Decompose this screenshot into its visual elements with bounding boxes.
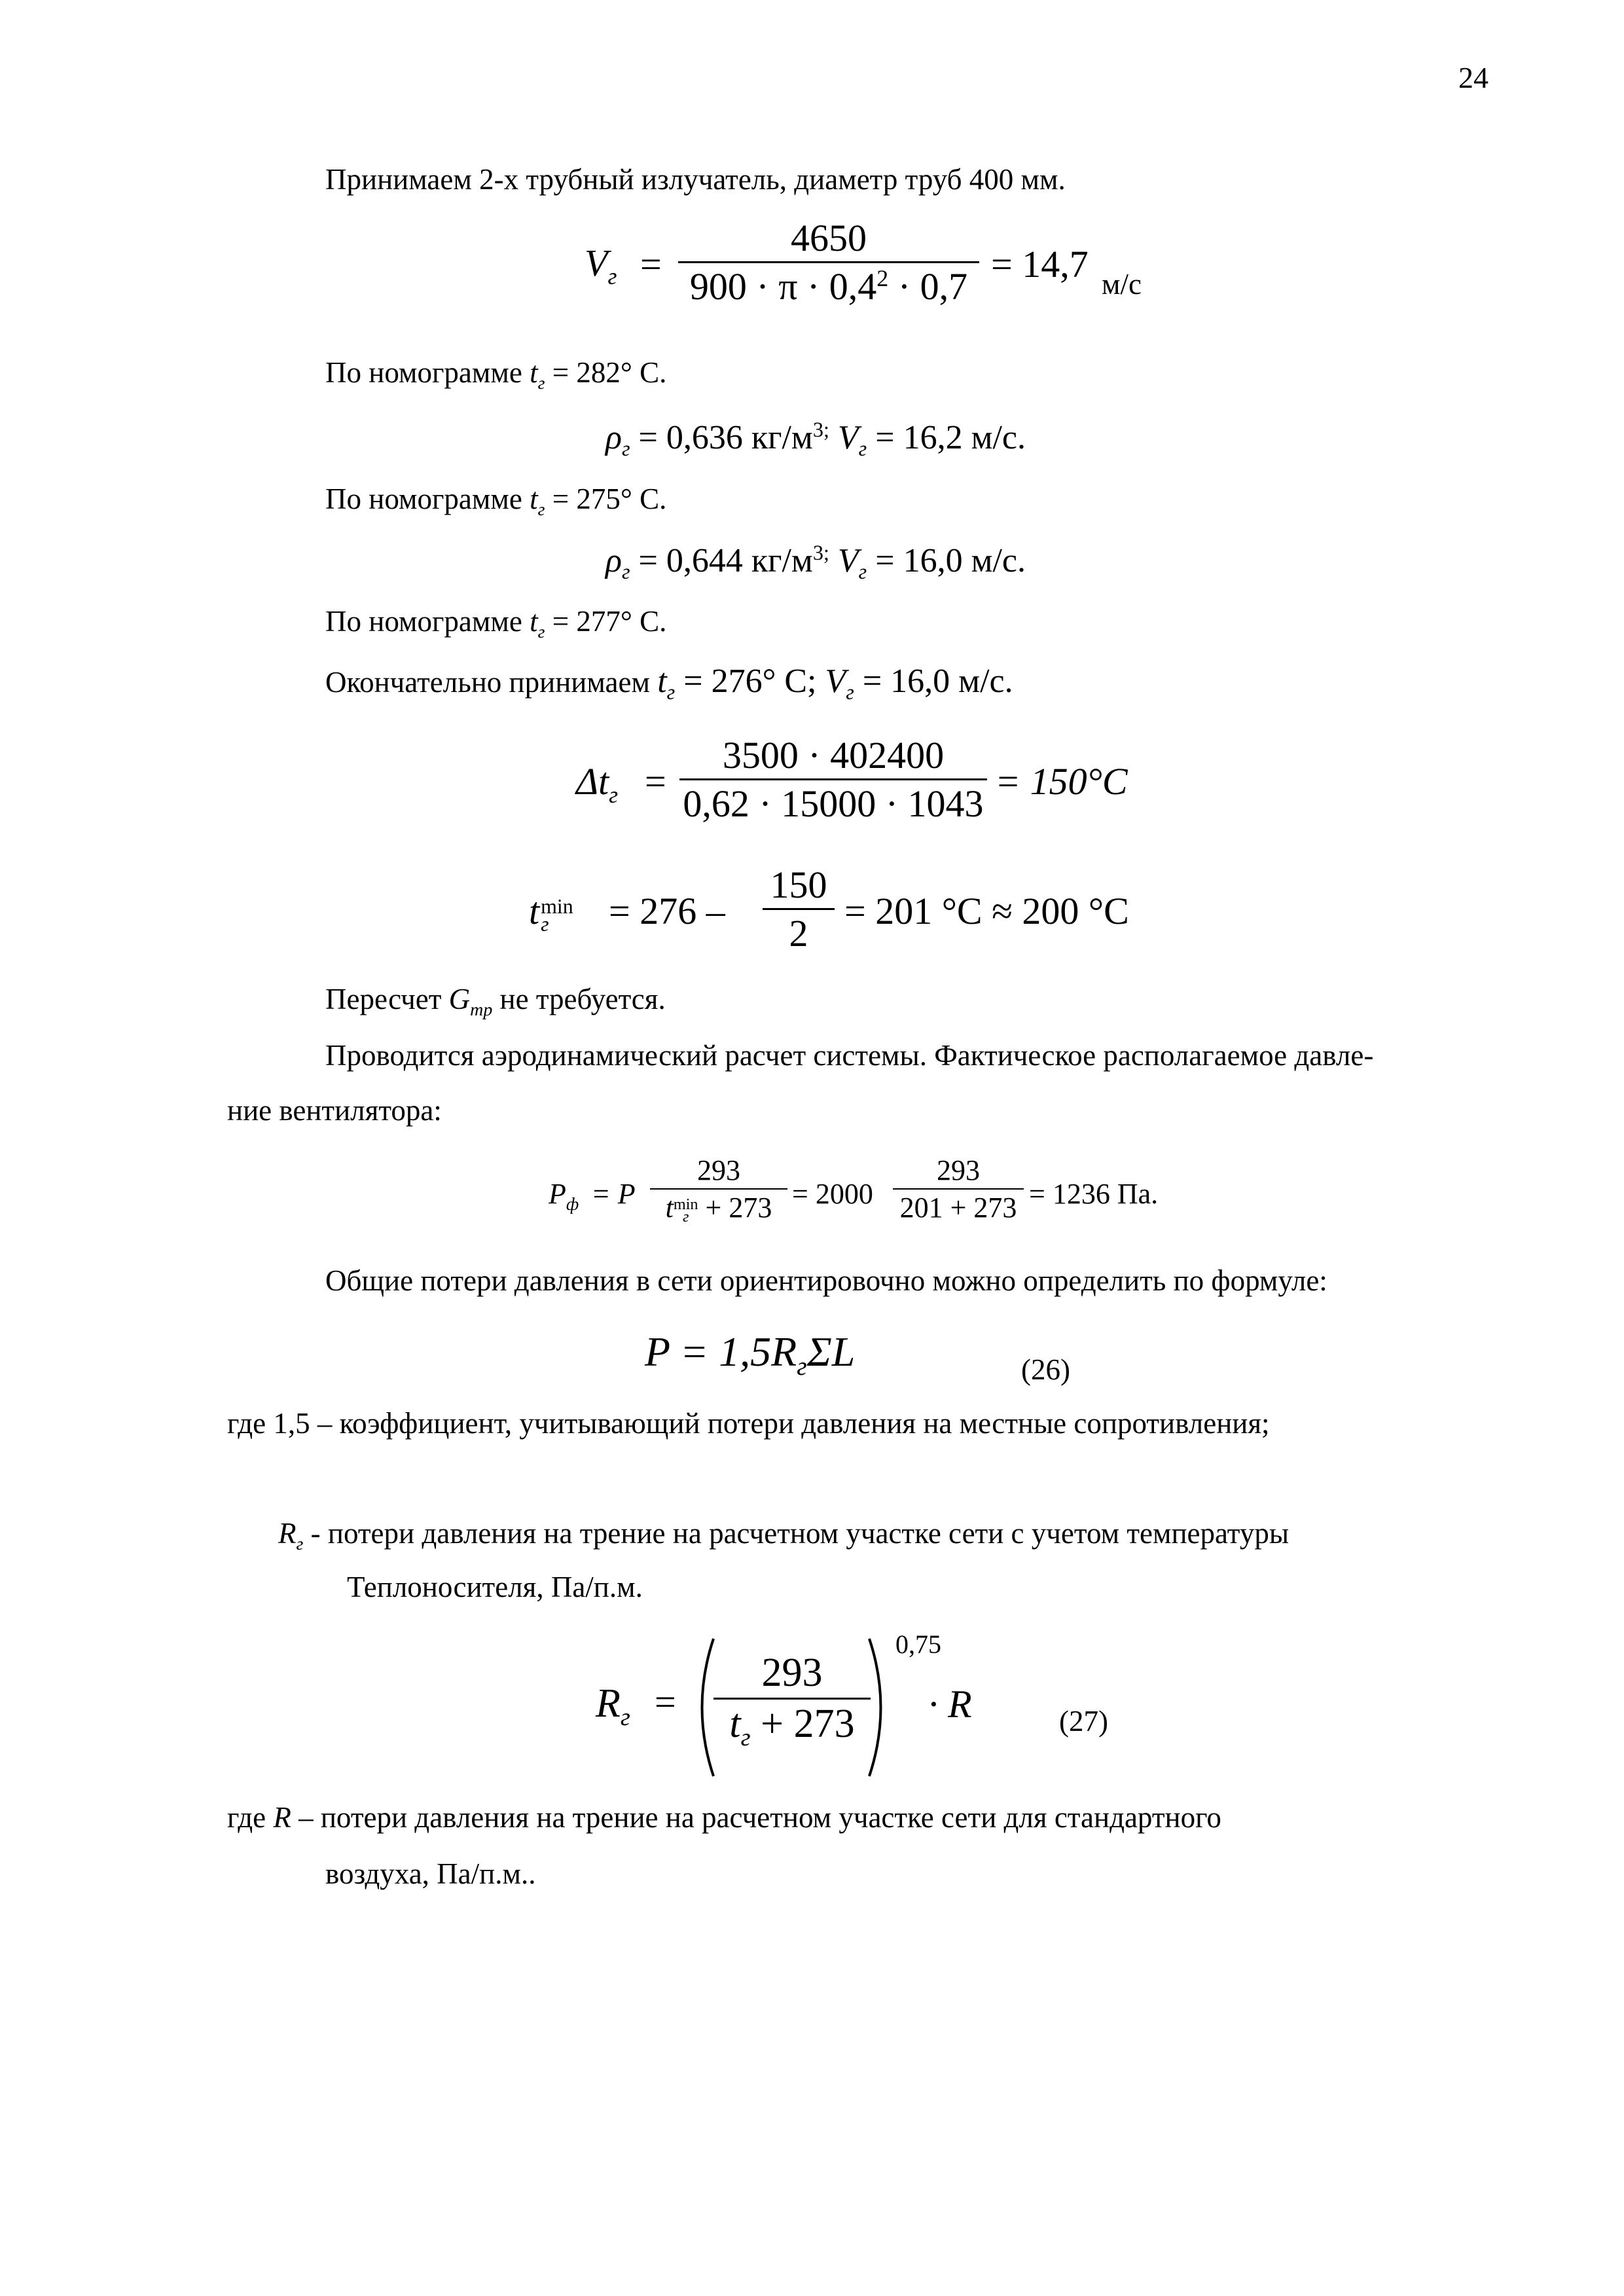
- f6-rhs: · R: [928, 1683, 972, 1726]
- nomo2-sub: г: [537, 499, 545, 520]
- f2-numerator: 3500 · 402400: [679, 733, 987, 780]
- f4-den2: 201 + 273: [899, 1192, 1017, 1224]
- p7-prefix: где: [227, 1801, 274, 1834]
- p2-sub: тр: [470, 999, 493, 1020]
- f4-den1-sup: min: [673, 1195, 698, 1213]
- nomo2-rest: = 275° С.: [545, 483, 667, 515]
- rho1-var: ρ: [605, 419, 622, 456]
- f4-rhs: = 1236 Па.: [1029, 1178, 1159, 1210]
- f2-lhs: Δt: [576, 760, 609, 803]
- f4-mid: = 2000: [792, 1178, 873, 1210]
- nomo3-sub: г: [537, 621, 545, 642]
- f4-eq: = P: [591, 1178, 636, 1210]
- f1-numerator: 4650: [678, 216, 979, 263]
- equation-number-27: (27): [1059, 1705, 1108, 1738]
- f4-fraction-2: [893, 1154, 1024, 1224]
- f1-fraction: [678, 216, 979, 308]
- paragraph-coefficient: где 1,5 – коэффициент, учитывающий потери давления на местные сопротивления;: [227, 1407, 1270, 1440]
- nomo2-var: t: [530, 483, 538, 515]
- f1-den-sup: 2: [876, 265, 889, 292]
- final-vval: = 16,0 м/с.: [854, 663, 1013, 700]
- rho2-sup: 3;: [812, 541, 829, 565]
- nomo1-sub: г: [537, 373, 545, 393]
- paragraph-r-2: воздуха, Па/п.м..: [325, 1857, 536, 1890]
- rho2-vsub: г: [858, 560, 867, 584]
- p7-rest: – потери давления на трение на расчетном участке сети для стандартного: [291, 1801, 1221, 1834]
- f3-lhs: t: [529, 890, 540, 932]
- f6-den-sub: г: [740, 1724, 751, 1752]
- f5-sub: г: [797, 1351, 807, 1381]
- f6-den-rest: + 273: [750, 1702, 855, 1746]
- rho2-val: = 0,644 кг/м: [630, 542, 813, 579]
- p2-var: G: [448, 983, 471, 1015]
- nomo1-rest: = 282° С.: [545, 356, 667, 389]
- density-line-2: [605, 541, 1026, 584]
- rho2-vval: = 16,0 м/с.: [867, 542, 1026, 579]
- f1-den-a: 900 · π · 0,4: [689, 265, 877, 308]
- nomo3-var: t: [530, 605, 538, 638]
- f3-a: = 276 –: [609, 890, 725, 932]
- equation-number-26: (26): [1021, 1353, 1070, 1386]
- rho2-var: ρ: [605, 542, 622, 579]
- p6-rest: - потери давления на трение на расчетном участке сети с учетом температуры: [303, 1517, 1290, 1550]
- nomo3-rest: = 277° С.: [545, 605, 667, 638]
- paragraph-intro: Принимаем 2-х трубный излучатель, диаметр труб 400 мм.: [325, 163, 1066, 196]
- page-number: 24: [1458, 61, 1489, 94]
- f1-rhs: = 14,7: [991, 243, 1089, 285]
- f3-numerator: 150: [763, 863, 835, 910]
- f6-lhs: R: [596, 1681, 621, 1726]
- rho2-sub: г: [621, 560, 630, 584]
- recalc-line: [325, 983, 666, 1020]
- nomogram-line-3: [325, 605, 667, 642]
- f4-num1: 293: [650, 1154, 787, 1190]
- f4-lhs: P: [549, 1178, 566, 1210]
- f4-den1-rest: + 273: [698, 1192, 772, 1224]
- f6-eq: =: [655, 1681, 676, 1723]
- final-choice-line: [325, 663, 1013, 704]
- f6-fraction: [713, 1650, 871, 1752]
- nomogram-line-1: [325, 356, 667, 393]
- nomo1-prefix: По номограмме: [325, 356, 530, 389]
- f2-denominator: 0,62 · 15000 · 1043: [683, 782, 984, 825]
- f2-rhs: = 150°C: [995, 760, 1128, 803]
- final-vsub: г: [846, 680, 854, 704]
- f1-eq: =: [640, 243, 662, 285]
- p6-var: R: [278, 1517, 297, 1550]
- paragraph-r: [227, 1802, 1221, 1834]
- f1-lhs: V: [585, 242, 608, 284]
- f5-a: P = 1,5R: [645, 1328, 797, 1375]
- f6-exponent: 0,75: [895, 1630, 941, 1659]
- rho1-sub: г: [621, 437, 630, 461]
- paragraph-aero-1: Проводится аэродинамический расчет системы. Фактическое располагаемое давле-: [325, 1039, 1374, 1072]
- nomo1-var: t: [530, 356, 538, 389]
- rho1-v: V: [837, 419, 859, 456]
- f3-fraction: [763, 863, 835, 955]
- f5-b: ΣL: [806, 1328, 856, 1375]
- f6-numerator: 293: [713, 1650, 871, 1700]
- f3-lhs-sub: г: [541, 912, 549, 936]
- density-line-1: [605, 418, 1026, 461]
- f3-b: = 201 °C ≈ 200 °C: [844, 890, 1129, 932]
- final-tval: = 276° С;: [675, 663, 817, 700]
- f3-denominator: 2: [789, 912, 808, 955]
- f6-den-var: t: [729, 1702, 741, 1746]
- nomo3-prefix: По номограмме: [325, 605, 530, 638]
- f1-lhs-sub: г: [607, 263, 617, 289]
- p2-rest: не требуется.: [492, 983, 666, 1015]
- final-tsub: г: [666, 680, 676, 704]
- p7-var: R: [273, 1801, 291, 1834]
- rho1-vval: = 16,2 м/с.: [867, 419, 1026, 456]
- f2-fraction: [679, 733, 987, 826]
- rho1-val: = 0,636 кг/м: [630, 419, 813, 456]
- f6-lhs-sub: г: [620, 1704, 630, 1732]
- rho1-sup: 3;: [812, 418, 829, 442]
- final-v: V: [825, 663, 846, 700]
- rho2-v: V: [837, 542, 859, 579]
- p6-sub: г: [296, 1533, 304, 1554]
- paragraph-rg-2: Теплоносителя, Па/п.м.: [347, 1571, 643, 1603]
- p2-prefix: Пересчет: [325, 983, 449, 1015]
- paragraph-general-losses: Общие потери давления в сети ориентировочно можно определить по формуле:: [325, 1264, 1327, 1297]
- f4-lhs-sub: ф: [566, 1194, 579, 1214]
- f1-den-b: · 0,7: [888, 265, 968, 308]
- final-t: t: [657, 663, 667, 700]
- f4-den1-var: t: [665, 1192, 674, 1224]
- f3-lhs-sup: min: [541, 894, 573, 918]
- f1-unit: м/с: [1102, 268, 1142, 301]
- f6-right-paren: [863, 1635, 895, 1779]
- f2-eq: =: [645, 760, 666, 803]
- final-prefix: Окончательно принимаем: [325, 666, 658, 699]
- rho1-vsub: г: [858, 437, 867, 461]
- paragraph-rg: [278, 1517, 1290, 1554]
- f4-den1-sub: г: [682, 1207, 689, 1226]
- f4-fraction-1: [650, 1154, 787, 1224]
- nomogram-line-2: [325, 483, 667, 520]
- paragraph-aero-2: ние вентилятора:: [227, 1094, 442, 1127]
- nomo2-prefix: По номограмме: [325, 483, 530, 515]
- f2-lhs-sub: г: [609, 781, 619, 808]
- f4-num2: 293: [893, 1154, 1024, 1190]
